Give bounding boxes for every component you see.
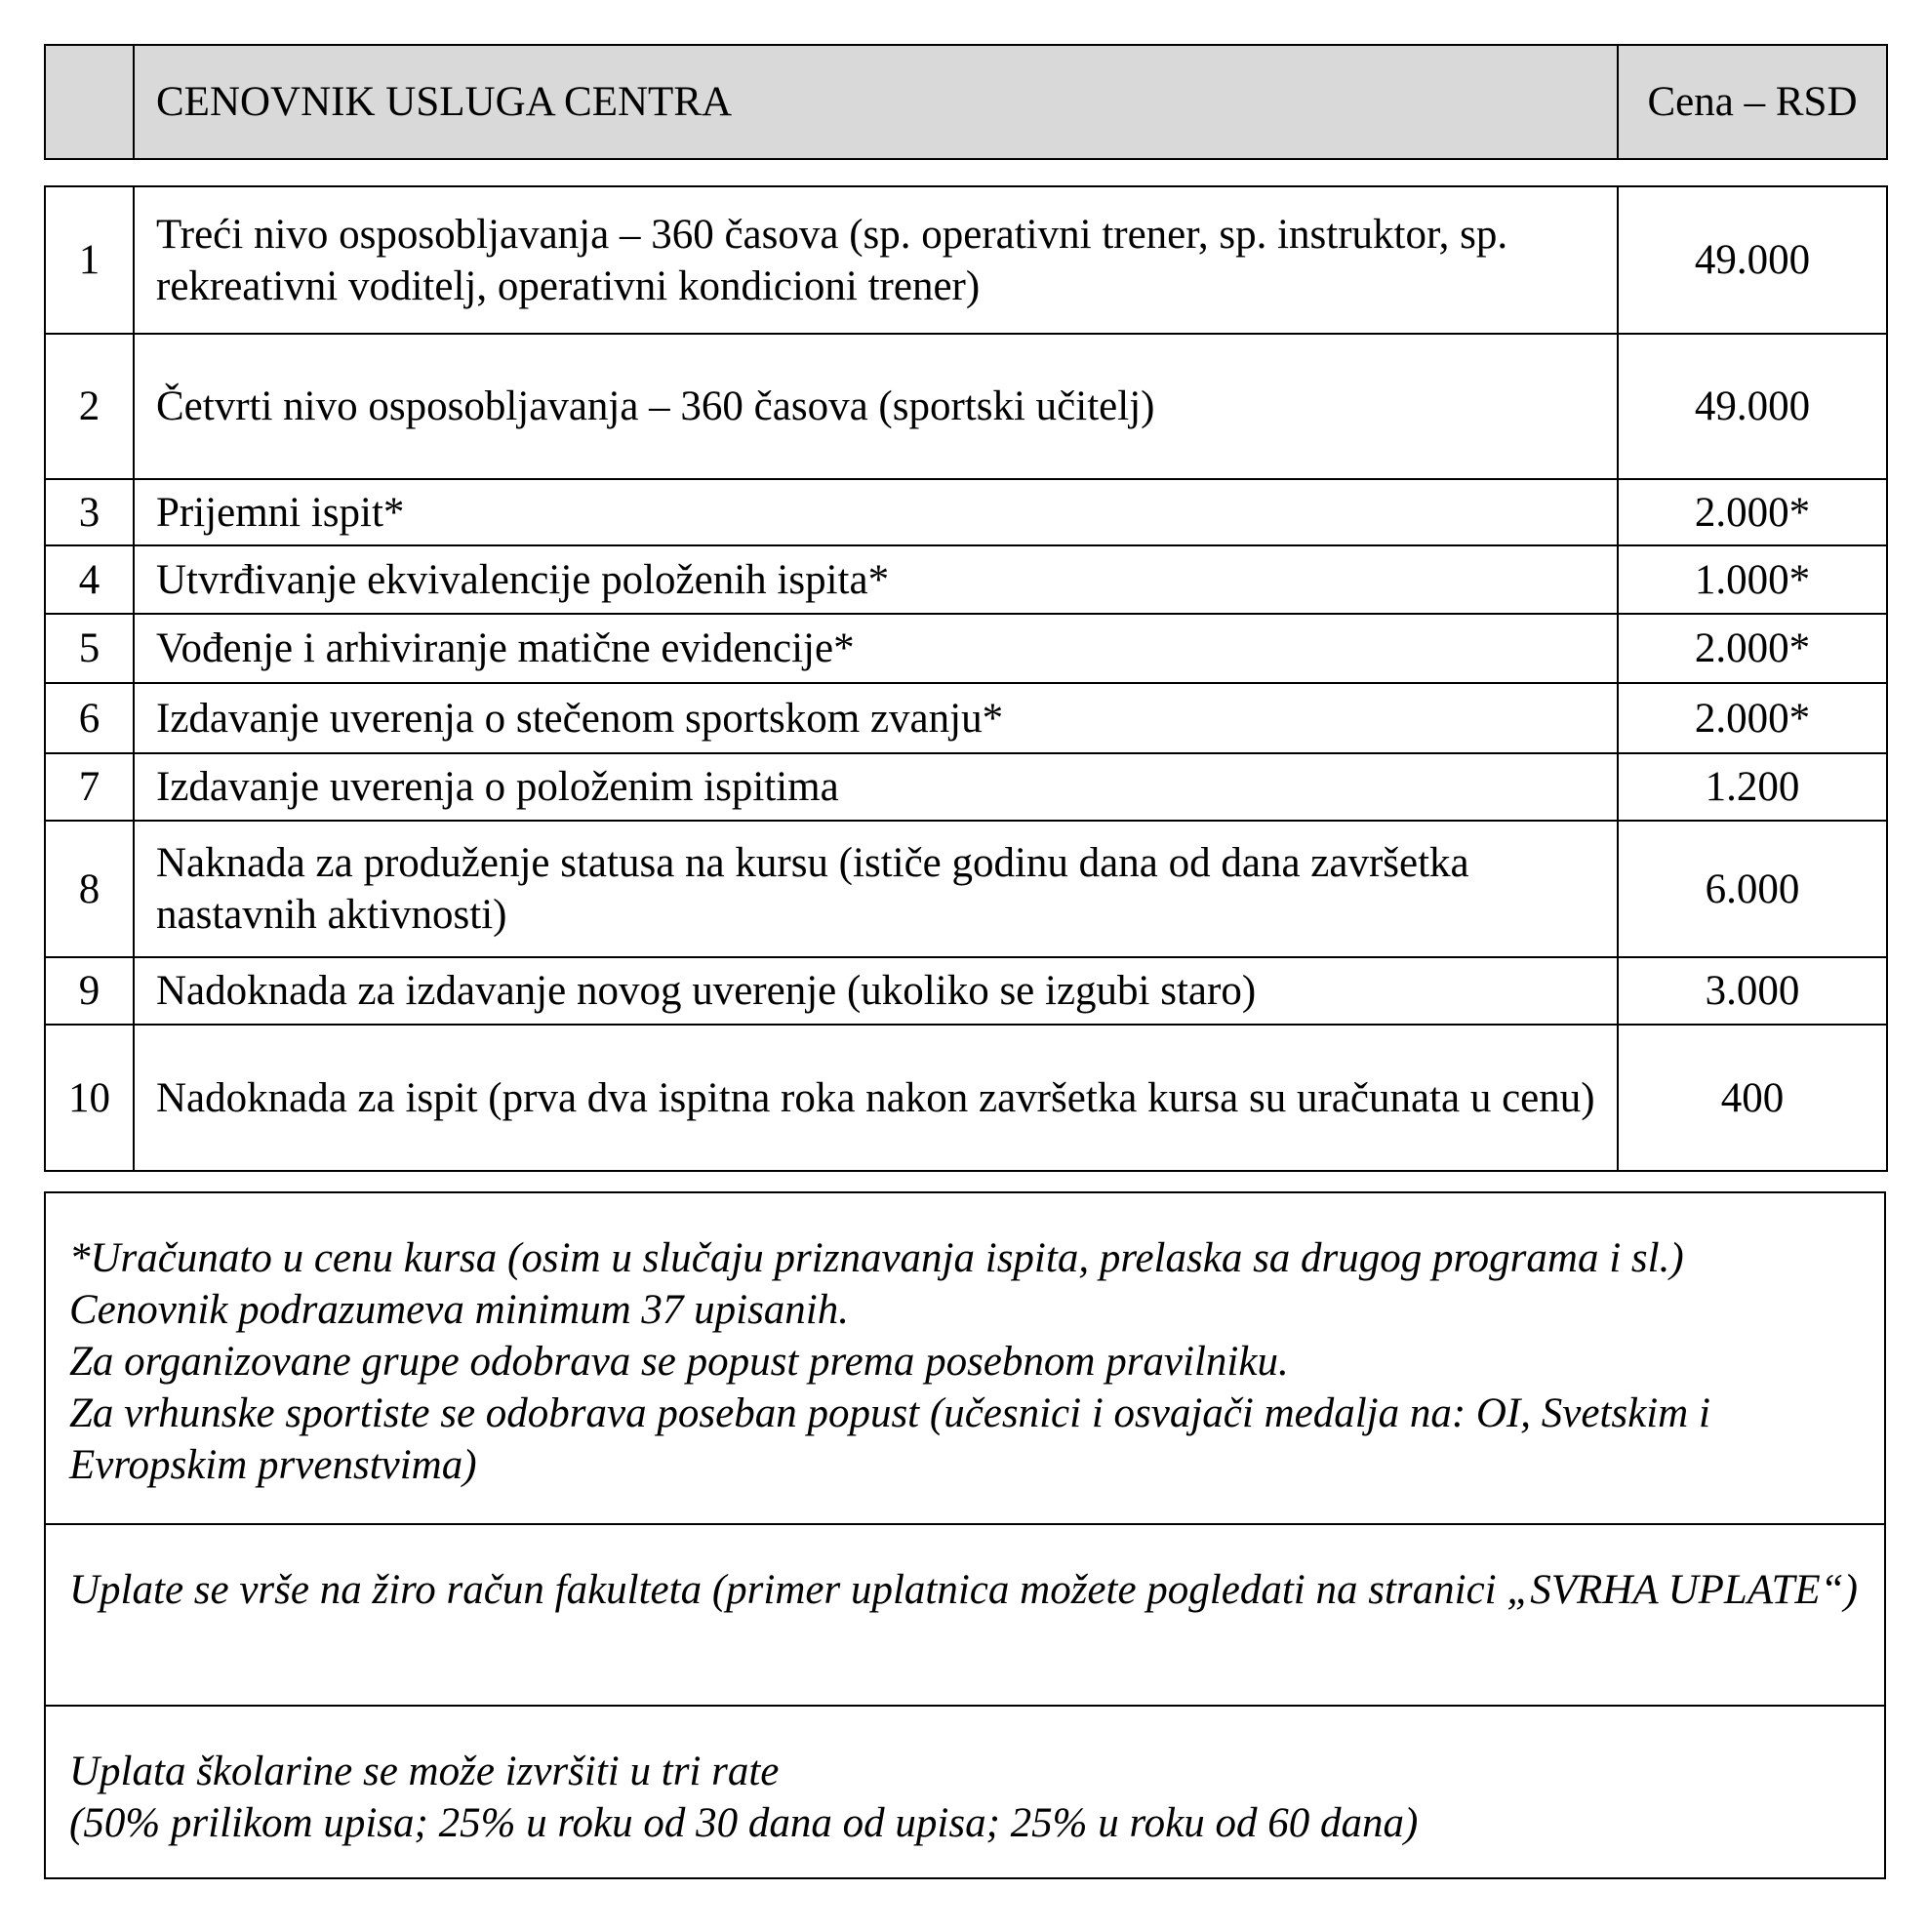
- row-number: 4: [45, 545, 134, 614]
- service-description: Naknada za produženje statusa na kursu (ističe godinu dana od dana završetka nastavnih aktivnosti): [134, 821, 1618, 957]
- table-row: [45, 545, 1887, 614]
- service-description: Izdavanje uverenja o položenim ispitima: [134, 753, 1618, 821]
- row-number: 8: [45, 821, 134, 957]
- service-price: 49.000: [1618, 186, 1887, 334]
- notes-cell: [45, 1524, 1885, 1706]
- row-number: 7: [45, 753, 134, 821]
- row-number: 6: [45, 683, 134, 753]
- service-description: Nadoknada za ispit (prva dva ispitna roka nakon završetka kursa su uračunata u cenu): [134, 1025, 1618, 1171]
- service-price: 6.000: [1618, 821, 1887, 957]
- note-line: Za vrhunske sportiste se odobrava poseban popust (učesnici i osvajači medalja na: OI, Svetskim i Evropskim prvenstvima): [69, 1390, 1710, 1488]
- table-row: [45, 186, 1887, 334]
- row-number: 3: [45, 479, 134, 545]
- service-price: 1.000*: [1618, 545, 1887, 614]
- table-row: [45, 753, 1887, 821]
- notes-cell: [45, 1192, 1885, 1524]
- service-description: Četvrti nivo osposobljavanja – 360 časova (sportski učitelj): [134, 334, 1618, 479]
- header-row: [45, 45, 1887, 159]
- service-description: Vođenje i arhiviranje matične evidencije*: [134, 614, 1618, 683]
- service-price: 2.000*: [1618, 479, 1887, 545]
- notes-table: [44, 1191, 1886, 1879]
- notes-block-payment: [45, 1524, 1885, 1706]
- table-row: [45, 479, 1887, 545]
- note-line: Uplate se vrše na žiro račun fakulteta (primer uplatnica možete pogledati na stranici „SVRHA UPLATE“): [69, 1567, 1858, 1613]
- table-row: [45, 957, 1887, 1025]
- row-number: 1: [45, 186, 134, 334]
- table-row: [45, 614, 1887, 683]
- service-price: 2.000*: [1618, 683, 1887, 753]
- note-line: Za organizovane grupe odobrava se popust prema posebnom pravilniku.: [69, 1339, 1289, 1385]
- table-row: [45, 1025, 1887, 1171]
- price-column-header: Cena – RSD: [1618, 45, 1887, 159]
- service-price: 49.000: [1618, 334, 1887, 479]
- table-row: [45, 821, 1887, 957]
- row-number: 5: [45, 614, 134, 683]
- service-price: 2.000*: [1618, 614, 1887, 683]
- service-description: Treći nivo osposobljavanja – 360 časova (sp. operativni trener, sp. instruktor, sp. rekreativni voditelj, operativni kondicioni trener): [134, 186, 1618, 334]
- table-row: [45, 683, 1887, 753]
- notes-cell: [45, 1706, 1885, 1878]
- table-row: [45, 334, 1887, 479]
- note-line: (50% prilikom upisa; 25% u roku od 30 dana od upisa; 25% u roku od 60 dana): [69, 1800, 1419, 1846]
- service-description: Utvrđivanje ekvivalencije položenih ispita*: [134, 545, 1618, 614]
- price-list-table: [44, 185, 1888, 1172]
- service-price: 400: [1618, 1025, 1887, 1171]
- note-line: *Uračunato u cenu kursa (osim u slučaju priznavanja ispita, prelaska sa drugog programa i sl.): [69, 1235, 1684, 1281]
- notes-block-conditions: [45, 1192, 1885, 1524]
- service-price: 3.000: [1618, 957, 1887, 1025]
- service-description: Nadoknada za izdavanje novog uverenje (ukoliko se izgubi staro): [134, 957, 1618, 1025]
- note-line: Uplata školarine se može izvršiti u tri rate: [69, 1749, 780, 1794]
- service-price: 1.200: [1618, 753, 1887, 821]
- price-list-header: [44, 44, 1888, 160]
- row-number: 9: [45, 957, 134, 1025]
- service-description: Izdavanje uverenja o stečenom sportskom zvanju*: [134, 683, 1618, 753]
- notes-block-installments: [45, 1706, 1885, 1878]
- header-number-cell: [45, 45, 134, 159]
- service-description: Prijemni ispit*: [134, 479, 1618, 545]
- price-list-title: CENOVNIK USLUGA CENTRA: [134, 45, 1618, 159]
- row-number: 2: [45, 334, 134, 479]
- row-number: 10: [45, 1025, 134, 1171]
- note-line: Cenovnik podrazumeva minimum 37 upisanih.: [69, 1287, 850, 1333]
